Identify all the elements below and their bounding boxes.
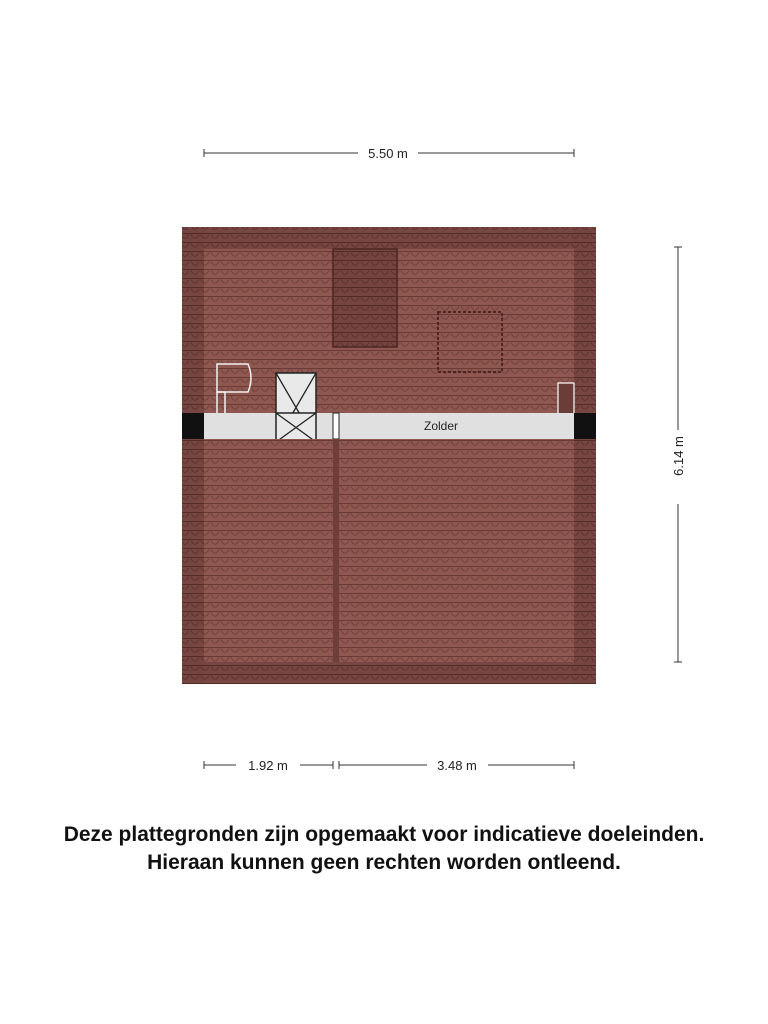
wall-left [182, 413, 204, 439]
room-label-zolder: Zolder [423, 419, 459, 433]
dormer-block [333, 249, 397, 347]
roof-upper [182, 227, 596, 442]
dimension-bottom-left-label: 1.92 m [248, 758, 288, 773]
hip-ridge [333, 439, 339, 662]
wall-right [574, 413, 596, 439]
post [333, 413, 339, 439]
dimension-bottom-right-label: 3.48 m [437, 758, 477, 773]
dimension-right-label: 6.14 m [671, 436, 686, 476]
zolder-floor [182, 413, 596, 442]
dimension-top-label: 5.50 m [368, 146, 408, 161]
roof-lower [182, 439, 596, 684]
disclaimer-line-2: Hieraan kunnen geen rechten worden ontleend. [147, 851, 621, 874]
disclaimer-line-1: Deze plattegronden zijn opgemaakt voor indicatieve doeleinden. [63, 823, 705, 846]
